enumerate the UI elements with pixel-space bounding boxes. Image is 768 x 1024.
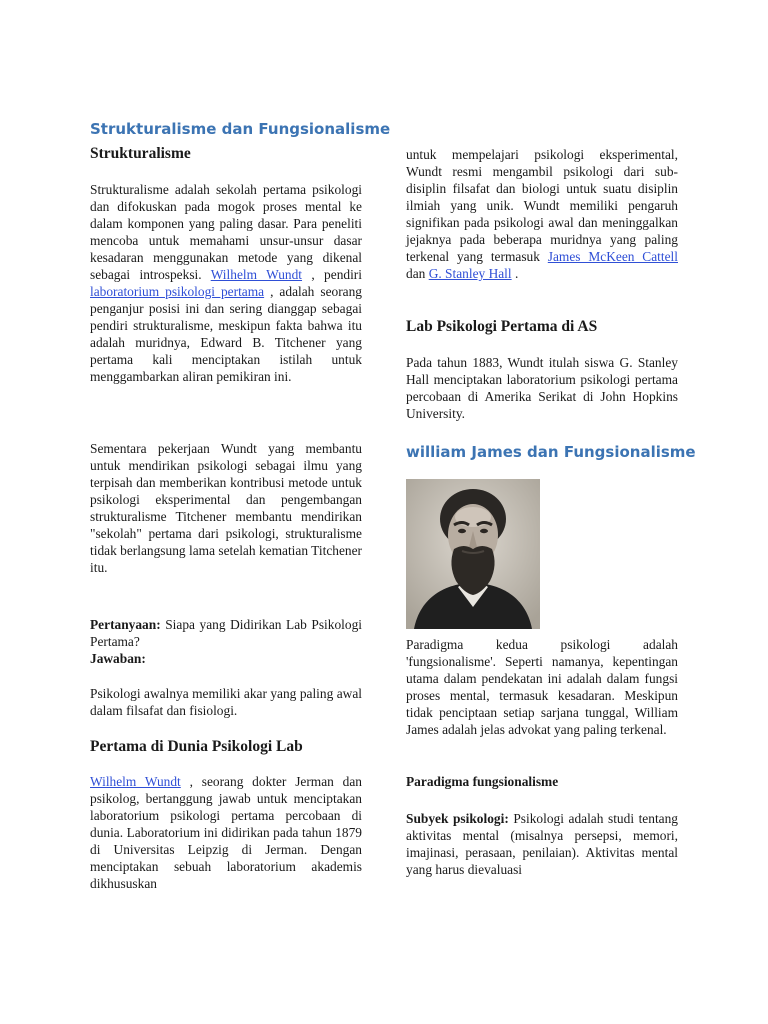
subyek-label: Subyek psikologi: xyxy=(406,811,509,826)
heading-lab-as: Lab Psikologi Pertama di AS xyxy=(406,318,598,335)
heading-paradigma-fungsionalisme: Paradigma fungsionalisme xyxy=(406,774,559,789)
question-label: Pertanyaan: xyxy=(90,617,161,632)
document-title: Strukturalisme dan Fungsionalisme xyxy=(90,120,391,138)
paragraph-paradigma-kedua: Paradigma kedua psikologi adalah 'fungsionalisme'. Seperti namanya, kepentingan utama dalam pendekatan ini adalah dalam fungsi proses mental, termasuk kesadaran. Meskipun tidak penciptaan setiap sarjana tunggal, William James adalah jelas advokat yang paling terkenal. xyxy=(406,637,678,737)
text-run: Strukturalisme adalah sekolah pertama psikologi dan difokuskan pada mogok proses mental ke dalam komponen yang paling dasar. Para peneliti mencoba untuk memahami unsur-unsur dasar kesadaran menggunakan metode yang dikenal sebagai introspeksi. xyxy=(90,182,362,282)
inline-link[interactable]: G. Stanley Hall xyxy=(428,266,512,281)
text-run: , pendiri xyxy=(302,267,362,282)
heading-strukturalisme: Strukturalisme xyxy=(90,145,191,162)
inline-link[interactable]: James McKeen Cattell xyxy=(547,249,678,264)
paragraph-wundt-lab xyxy=(90,773,362,892)
paragraph-strukturalisme-intro xyxy=(90,181,362,385)
text-run: untuk mempelajari psikologi eksperimental, Wundt resmi mengambil psikologi dari sub-disiplin filsafat dan biologi untuk suatu disiplin ilmiah yang unik. Wundt memiliki pengaruh signifikan pada psikologi awal dan meninggalkan jejaknya pada beberapa muridnya yang paling terkenal yang termasuk xyxy=(406,147,678,264)
inline-link[interactable]: Wilhelm Wundt xyxy=(90,774,181,789)
inline-link[interactable]: laboratorium psikologi pertama xyxy=(90,284,265,299)
paragraph-wundt-contribution: Sementara pekerjaan Wundt yang membantu untuk mendirikan psikologi sebagai ilmu yang terpisah dan memberikan kontribusi metode untuk psikologi eksperimental dan pengembangan strukturalisme Titchener membantu mendirikan "sekolah" pertama dari psikologi, strukturalisme tidak berlangsung lama setelah kematian Titchener itu. xyxy=(90,441,362,575)
paragraph-subyek-psikologi xyxy=(406,810,678,878)
paragraph-lab-as: Pada tahun 1883, Wundt itulah siswa G. Stanley Hall menciptakan laboratorium psikologi pertama percobaan di Amerika Serikat di John Hopkins University. xyxy=(406,355,678,421)
heading-william-james: william James dan Fungsionalisme xyxy=(406,443,696,461)
paragraph-question xyxy=(90,616,362,650)
william-james-photo xyxy=(406,479,678,629)
portrait-image xyxy=(406,479,540,629)
text-run: . xyxy=(511,266,519,281)
text-run: , seorang dokter Jerman dan psikolog, bertanggung jawab untuk menciptakan laboratorium psikologi pertama percobaan di dunia. Laboratorium ini didirikan pada tahun 1879 di Universitas Leipzig di Jerman. Dengan menciptakan sebuah laboratorium akademis dikhususkan xyxy=(90,774,362,891)
heading-pertama-lab: Pertama di Dunia Psikologi Lab xyxy=(90,738,303,755)
text-run: dan xyxy=(406,266,429,281)
paragraph-wundt-continued xyxy=(406,146,678,282)
paragraph-answer: Psikologi awalnya memiliki akar yang paling awal dalam filsafat dan fisiologi. xyxy=(90,686,362,718)
inline-link[interactable]: Wilhelm Wundt xyxy=(210,267,303,282)
question-text: Siapa yang Didirikan Lab Psikologi Pertama? xyxy=(90,617,362,649)
text-run: , adalah seorang penganjur posisi ini dan sering dianggap sebagai pendiri strukturalisme, meskipun fakta bahwa itu adalah muridnya, Edward B. Titchener yang pertama kali menciptakan istilah untuk menggambarkan aliran pemikiran ini. xyxy=(90,284,362,384)
subyek-text: Psikologi adalah studi tentang aktivitas mental (misalnya persepsi, memori, imajinasi, perasaan, penilaian). Aktivitas mental yang harus dievaluasi xyxy=(406,811,678,877)
answer-label: Jawaban: xyxy=(90,651,146,666)
